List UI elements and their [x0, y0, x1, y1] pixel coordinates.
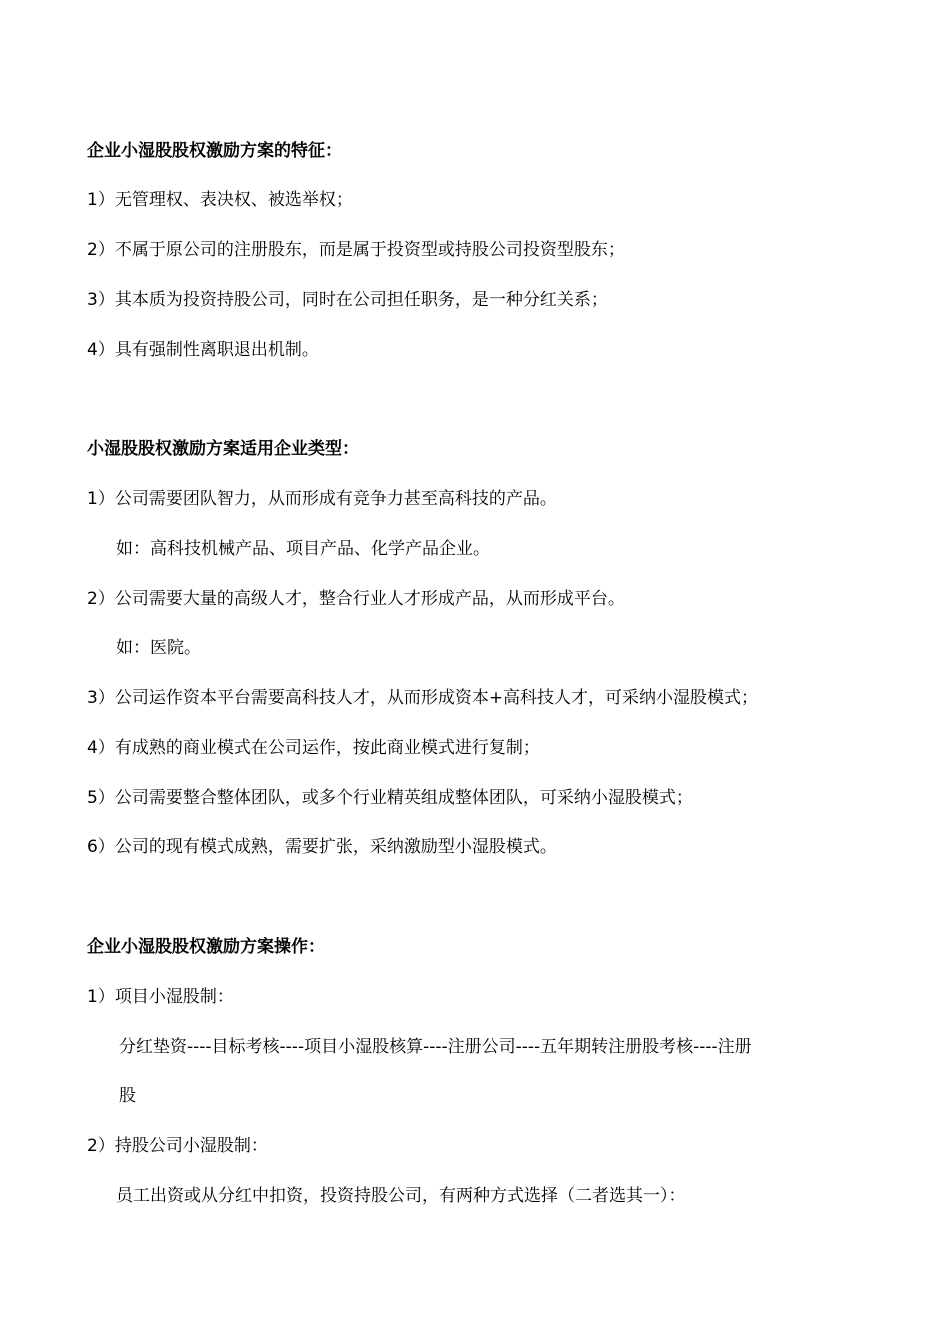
- section-heading-features: 企业小湿股股权激励方案的特征：: [87, 141, 342, 161]
- list-item: 6）公司的现有模式成熟，需要扩张，采纳激励型小湿股模式。: [87, 837, 557, 857]
- list-item: 4）有成熟的商业模式在公司运作，按此商业模式进行复制；: [87, 738, 540, 758]
- section-heading-applicable-types: 小湿股股权激励方案适用企业类型：: [87, 439, 359, 459]
- list-item: 2）持股公司小湿股制：: [87, 1136, 268, 1156]
- list-item: 1）无管理权、表决权、被选举权；: [87, 190, 353, 210]
- list-item-example: 如：高科技机械产品、项目产品、化学产品企业。: [116, 539, 490, 559]
- list-item-process: 分红垫资----目标考核----项目小湿股核算----注册公司----五年期转注册股考核----注册: [119, 1037, 752, 1057]
- section-heading-operation: 企业小湿股股权激励方案操作：: [87, 937, 325, 957]
- list-item: 1）公司需要团队智力，从而形成有竞争力甚至高科技的产品。: [87, 489, 557, 509]
- list-item: 3）公司运作资本平台需要高科技人才，从而形成资本+高科技人才，可采纳小湿股模式；: [87, 688, 759, 708]
- list-item-example: 如：医院。: [116, 638, 201, 658]
- list-item: 1）项目小湿股制：: [87, 987, 234, 1007]
- list-item: 5）公司需要整合整体团队，或多个行业精英组成整体团队，可采纳小湿股模式；: [87, 788, 693, 808]
- list-item: 2）不属于原公司的注册股东，而是属于投资型或持股公司投资型股东；: [87, 240, 625, 260]
- list-item: 2）公司需要大量的高级人才，整合行业人才形成产品，从而形成平台。: [87, 589, 625, 609]
- list-item-process-continued: 股: [119, 1086, 136, 1106]
- list-item-description: 员工出资或从分红中扣资，投资持股公司，有两种方式选择（二者选其一）：: [116, 1186, 686, 1206]
- list-item: 4）具有强制性离职退出机制。: [87, 340, 319, 360]
- list-item: 3）其本质为投资持股公司，同时在公司担任职务，是一种分红关系；: [87, 290, 608, 310]
